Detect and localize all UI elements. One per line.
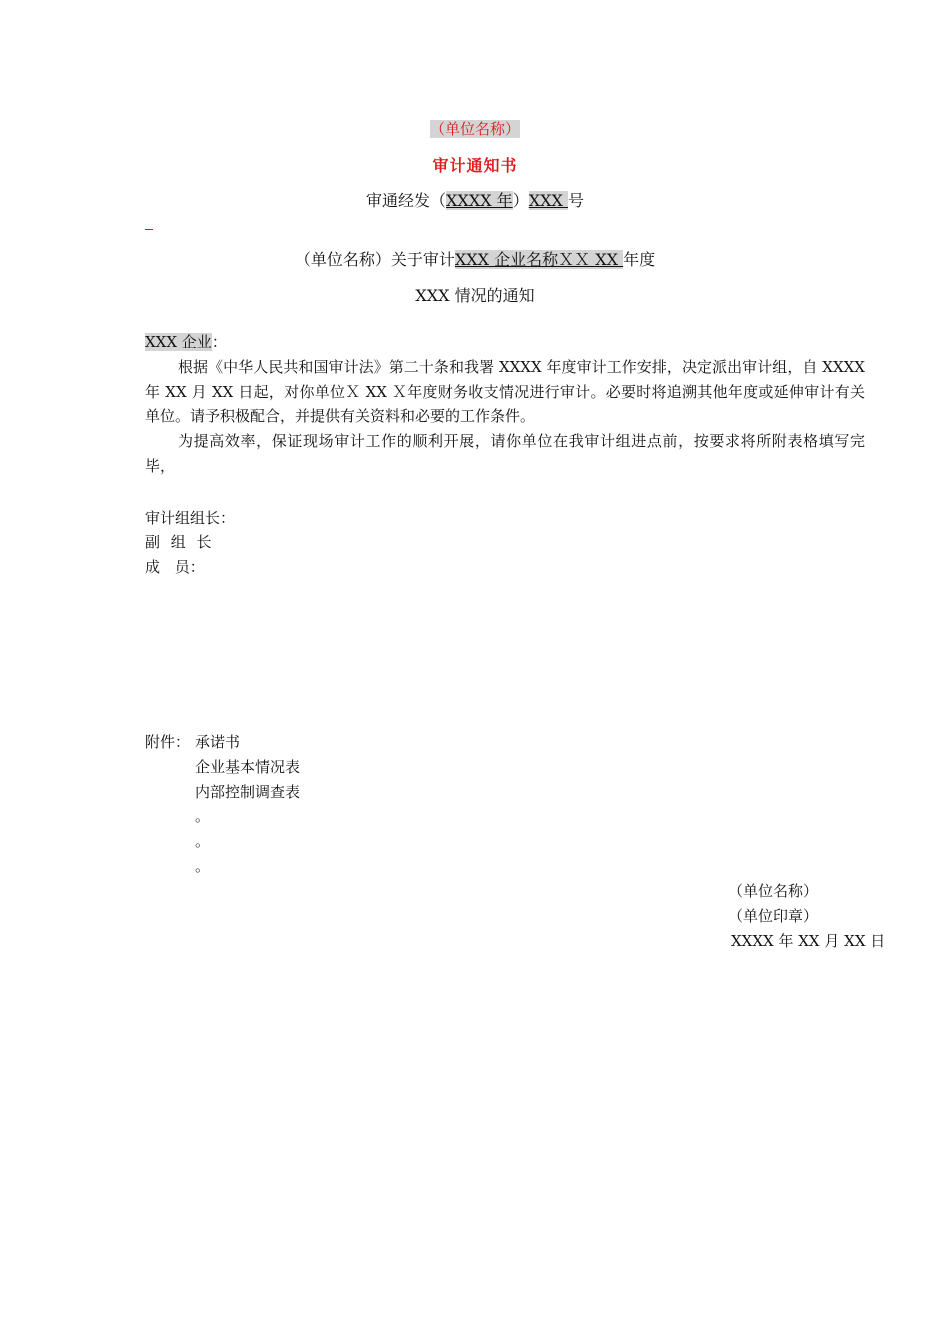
subject-suffix: 年度 bbox=[623, 250, 656, 269]
subject-company: XXX 企业名称ＸＸ XX bbox=[454, 250, 624, 269]
attachment-item: 。 bbox=[195, 832, 211, 850]
attachment-item: 企业基本情况表 bbox=[195, 758, 301, 776]
team-leader-label: 审计组组长： bbox=[145, 509, 236, 527]
doc-number-suffix: 号 bbox=[567, 191, 584, 210]
addressee bbox=[145, 331, 227, 352]
subject-line-2: XXX 情况的通知 bbox=[415, 286, 535, 305]
signature-date: XXXX 年 XX 月 XX 日 bbox=[731, 932, 886, 950]
signature-unit: （单位名称） bbox=[728, 882, 819, 900]
team-members-label: 成 员： bbox=[145, 558, 205, 576]
attachment-item: 。 bbox=[195, 807, 211, 825]
doc-number-prefix: 审通经发（ bbox=[366, 191, 447, 210]
doc-number-year: XXXX 年 bbox=[446, 191, 513, 210]
attachment-item: 内部控制调查表 bbox=[195, 783, 301, 801]
document-number bbox=[0, 188, 950, 211]
team-deputy-label: 副 组 长 bbox=[145, 533, 212, 551]
body-paragraph-2: 为提高效率，保证现场审计工作的顺利开展，请你单位在我审计组进点前，按要求将所附表格填写完毕， bbox=[145, 432, 865, 475]
subject-line-1 bbox=[0, 247, 950, 270]
red-divider-mark bbox=[145, 229, 153, 230]
attachment-item: 。 bbox=[195, 857, 211, 875]
addressee-colon: ： bbox=[211, 333, 227, 351]
subject-prefix: （单位名称）关于审计 bbox=[294, 250, 455, 269]
signature-seal: （单位印章） bbox=[728, 907, 819, 925]
document-title: 审计通知书 bbox=[432, 156, 518, 175]
addressee-name: XXX 企业 bbox=[145, 333, 212, 351]
attachment-item: 承诺书 bbox=[195, 733, 241, 751]
doc-number-num: XXX bbox=[528, 191, 568, 210]
unit-name-header-text: （单位名称） bbox=[429, 120, 520, 138]
doc-number-mid: ） bbox=[512, 191, 529, 210]
attachments-label: 附件： bbox=[145, 733, 191, 751]
unit-name-header bbox=[0, 118, 950, 139]
body-paragraph-1: 根据《中华人民共和国审计法》第二十条和我署 XXXX 年度审计工作安排，决定派出审计组，自 XXXX 年 XX 月 XX 日起，对你单位Ｘ XX Ｘ年度财务收支情况进行审计。必要时将追溯其他年度或延伸审计有关单位。请予积极配合，并提供有关资料和必要的工作条件。 bbox=[145, 358, 865, 425]
